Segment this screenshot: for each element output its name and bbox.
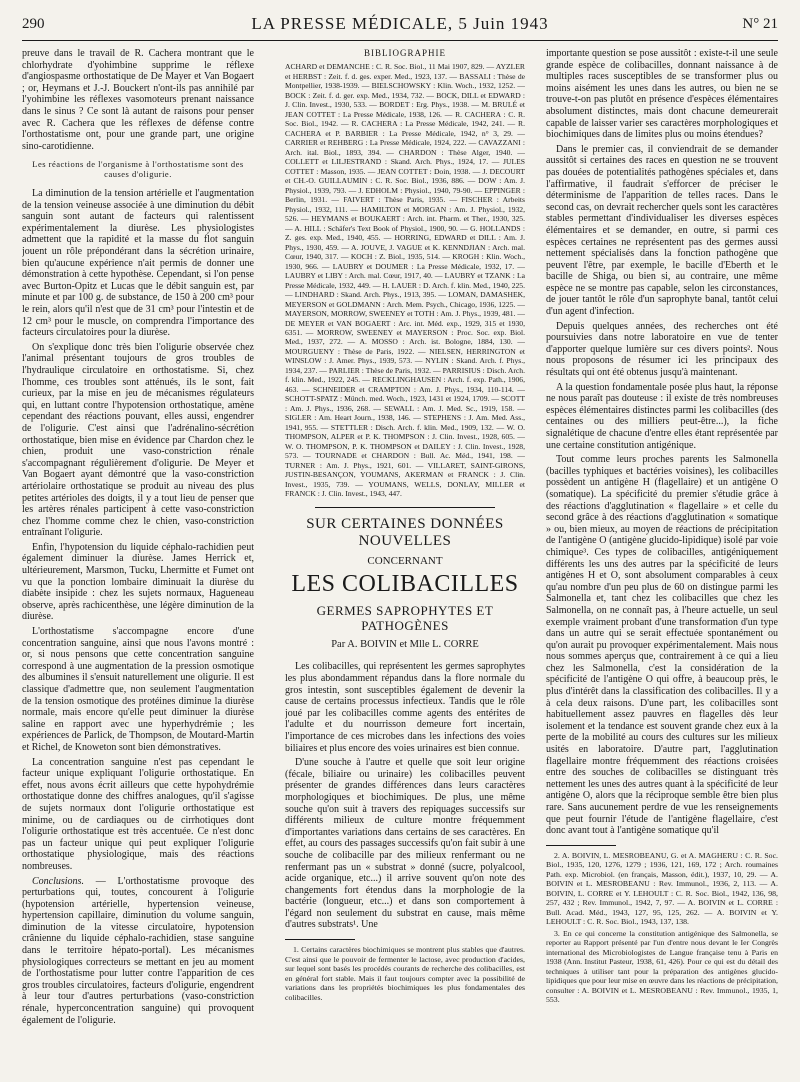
article-byline: Par A. BOIVIN et Mlle L. CORRE: [331, 639, 479, 651]
paragraph: On s'explique donc très bien l'oligurie observée chez l'animal présentant toujours de gros troubles de l'hydraulique circulatoire en orthostatisme. Si, chez l'homme, ces troubles sont atténués, ils le sont, fait curieux, par la mise en jeu de mécanismes régulateurs qui, en luttant contre l'hypotension orthostatique, amène cependant des réactions pouvant, elles aussi, engendrer de l'oligurie. C'est ainsi que l'adrénalino-sécrétion orthostatique, bien mise en évidence par Chardon chez le chien, produit une vaso-constriction rénale s'accompagnant régulièrement d'oligurie. De Meyer et Van Bogaert ayant démontré que la vaso-constriction artériolaire orthostatique se produit au niveau des plus petites artérioles des doigts, il y a tout lieu de penser que les artères rénales participent à cette vaso-constriction chez l'homme comme chez le chien, vaso-constriction entraînant l'oligurie.: [22, 341, 254, 539]
conclusions-paragraph: [22, 876, 254, 1027]
paragraph: L'orthostatisme s'accompagne encore d'une concentration sanguine, ainsi que nous l'avons montré : or, si nous pensons que cette concentration sanguine correspond à une augmentation de la pression osmotique des albumines il s'ensuit naturellement une oligurie. Il est classique d'admettre que, non seulement l'augmentation de la tension osmotique des protéines diminue la diurèse normale, mais encore qu'elle peut diminuer la diurèse saline en rapport avec une hyperhydrémie ; les expériences de Parlick, de Thompson, de Moutard-Martin et Richel, de Knoweton sont bien démonstratives.: [22, 626, 254, 753]
divider: [315, 507, 495, 508]
paragraph: importante question se pose aussitôt : existe-t-il une seule grande espèce de colibacilles, donnant naissance à de multiples races susceptibles de se transformer plus ou moins aisément les unes dans les autres, ou bien ne se trouve-t-on pas plutôt en présence d'espèces élémentaires absolument distinctes, mais dont chacune demeurerait capable de laisser varier ses caractères morphologiques et biochimiques dans de limites plus ou moins étendues?: [546, 48, 778, 141]
footnote-divider: [285, 939, 355, 940]
article-title-main: LES COLIBACILLES: [291, 571, 519, 598]
paragraph: D'une souche à l'autre et quelle que soit leur origine (fécale, biliaire ou urinaire) les colibacilles peuvent présenter de grandes différences dans leurs caractères morphologiques et biochimiques. De plus, une même souche qu'on suit à travers des repiquages successifs sur différents milieux de culture montre fréquemment d'importantes variations dans certains de ses caractères. En effet, au cours des passages successifs qu'on fait subir à une souche de colibacille par des milieux renfermant ou ne renfermant pas un « substrat » donné (sucre, polyalcool, acide organique, etc...) il arrive souvent qu'on note des changements fort étendus dans la morphologie de la bactérie (longueur, etc...) et dans son comportement à l'égard non seulement du substrat en cause, mais même d'autres substrats¹. Une: [285, 757, 525, 931]
middle-column: [285, 48, 525, 1068]
page-number: 290: [22, 16, 45, 32]
paragraph: A la question fondamentale posée plus haut, la réponse ne nous paraît pas douteuse : il existe de très nombreuses espèces élémentaires distinctes parmi les colibacilles (des centaines ou des milliers peut-être...), la fiche signalétique de chacune d'entre elles étant représentée par une certaine constitution antigénique.: [546, 381, 778, 451]
issue-number: N° 21: [742, 16, 778, 32]
article-title-line1: SUR CERTAINES DONNÉES NOUVELLES: [306, 515, 504, 550]
right-column: [546, 48, 778, 1068]
footnote: 1. Certains caractères biochimiques se montrent plus stables que d'autres. C'est ainsi que le pouvoir de fermenter le lactose, avec production d'acides, sur lequel sont basés les procédés courants de recherche des colibacilles, est en général fort stable. Mais il faut toujours compter avec la possibilité de variations dans les propriétés biochimiques les plus fondamentales des colibacilles.: [285, 945, 525, 1002]
bibliography-heading: BIBLIOGRAPHIE: [364, 48, 446, 58]
footnote-divider: [546, 845, 616, 846]
footnote: 3. En ce qui concerne la constitution antigénique des Salmonella, se reporter au Rapport présenté par l'un d'entre nous devant le Ier Congrès international des Microbiologistes de Langue française tenu à Paris en 1938 (Ann. Institut Pasteur, 1938, 61, 426). Pour ce qui est du détail des techniques à utiliser tant pour la préparation des antigènes glucido-lipidiques que pour leur mise en œuvre dans les réactions de précipitation, consulter : A. BOIVIN et L. MESROBEANU : Rev. Immunol., 1935, 1, 553.: [546, 928, 778, 1005]
bibliography-list: ACHARD et DEMANCHE : C. R. Soc. Biol., 11 Mai 1907, 829. — AYZLER et HERBST : Zeit. f. d. ges. exper. Med., 1923, 137. — BASSALI : Thèse de Montpellier, 1938-1939. — BIELSCHOWSKY : Klin. Woch., 1932, 1252. — BOCK : Zeit. f. d. ger. exp. Med., 1934, 732. — BOCK, DILL et EDWARD : J. Clin. Invest., 1930, 533. — BORDET : Erg. Phys., 1938. — M. BRULÉ et JEAN COTTET : La Presse Médicale, 1938, 126. — R. CACHERA : C. R. Soc. Biol., 1942. — R. CACHERA : La Presse Médicale, 1942, 241. — R. CACHERA et P. BARBIER : La Presse Médicale, 1942, n° 3, 29. — CARRIER et REHBERG : La Presse Médicale, 1924, 222. — CAVAZZANI : Arch. ital. Biol., 1893, 394. — CHARDON : Thèse Alger, 1940. — COLLETT et LILJESTRAND : Skand. Arch. Phys., 1924, 17. — JULES COTTET : Masson, 1935. — JEAN COTTET : Doin, 1938. — J. DECOURT et CH.-O. GUILLAUMIN : C. R. Soc. Biol., 1936, 886. — DOW : Am. J. Physiol., 1939, 793. — J. EDHOLM : Physiol., 1940, 79-90. — EPPINGER : Berlin, 1931. — FAIVERT : Thèse Paris, 1935. — FISCHER : Arbeits Physiol., 1932, 111. — HAMILTON et MORGAN : Am. J. Physiol., 1932, 526. — HEYMANS et BOUKAERT : Arch. int. Pharm. et Ther., 1930, 325. — A. HILL : Schäfer's Text Book of Physiol., 1900, 90. — G. HOLLANDS : Z. ges. exp. Med., 1940, 455. — HORRING, EDWARD et DILL : Am. J. Phys., 1930, 459. — A. JOUVE, J. VAGUE et K. KENNDJIAN : Arch. mal. Cœur, 1940, 317. — KOCH : Z. Biol., 1935, 514. — KROGH : Klin. Woch., 1930, 966. — LAUBRY et DOUMER : La Presse Médicale, 1932, 17. — LAUBRY et LIBY : Arch. mal. Cœur, 1917, 40. — LAUBRY et TZANK : La Presse Médicale, 1932, 449. — H. LAUER : D. Arch. f. klin. Med., 1940, 225. — LINDHARD : Skand. Arch. Phys., 1913, 395. — LOMAN, DAMASHEK, MEYERSON et GOLDMANN : Arch. Mem. Psych., Chicago, 1936, 1225. — MAYERSON, MORROW, SWEENEY et TOTH : Am. J. Phys., 1939, 481. — DE MEYER et VAN BOGAERT : Arc. int. Méd. exp., 1929, 315 et 1930, 6351. — MORROW, SWEENEY et MAYERSON : Proc. Soc. exp. Biol. Med., 1937, 272. — A. MOSSO : Arch. ist. Bologne, 1884, 130. — MOURGUENY : Thèse de Paris, 1922. — NIELSEN, HERRINGTON et WINSLOW : J. Amer. Phys., 1939, 573. — NYLIN : Skand. Arch. f. Phys., 1934, 237. — PARLIER : Thèse de Paris, 1932. — PARRISIUS : Disch. Arch. f. klin. Med., 1922, 245. — RECKLINGHAUSEN : Arch. f. exp. Path., 1906, 463. — SCHNEIDER et CRAMPTON : Am. J. Phys., 1934, 110-114. — SCHOTT-SPATZ : Münch. med. Woch., 1923, 1431 et 1924, 1709. — SCOTT : Am. J. Phys., 1936, 268. — SEWALL : Am. J. Med. Sc., 1919, 158. — SIGLER : Am. Heart Journ., 1938, 146. — STEPHENS : J. Am. Med. Ass., 1941, 955. — STETTLER : Disch. Arch. f. klin. Med., 1909, 132. — W. O. THOMPSON, ALPER et P. K. THOMPSON : J. Clin. Invest., 1928, 605. — W. O. THOMPSON, P. K. THOMPSON et DAILEY : J. Clin. Invest., 1928, 573. — TOURNADE et CHARDON : Bull. Ac. Méd., 1941, 198. — TURNER : Am. J. Phys., 1921, 601. — VILLARET, SAINT-GIRONS, JUSTIN-BESANÇON, YOUMANS, AKERMAN et FRANCK : J. Clin. Invest., 1935, 739. — YOUMANS, WELLS, DONLAY, MILLER et FRANCK : J. Clin. Invest., 1943, 447.: [285, 62, 525, 499]
conclusions-text: — L'orthostatisme provoque des perturbations qui, toutes, concourent à l'oligurie (hypotension artérielle, hypertension veineuse, hypertension capillaire, diminution du volume sanguin, diminution de la vitesse circulatoire, hypotension crânienne du liquide céphalo-rachidien, stase sanguine dans le territoire hépato-portal). Les mécanismes physiologiques correcteurs se mettant en jeu au moment de l'orthostatisme pour lutter contre l'apparition de ces gros troubles circulatoires, facteurs d'oligurie, engendrent à leur tour d'autres perturbations (vaso-constriction rénale, hyperconcentration sanguine) qui provoquent également de l'oligurie.: [22, 875, 254, 1026]
section-heading: Les réactions de l'organisme à l'orthostatisme sont des causes d'oligurie.: [32, 159, 244, 180]
paragraph: Tout comme leurs proches parents les Salmonella (bacilles typhiques et bactéries voisines), les colibacilles possèdent un antigène H (flagellaire) et un antigène O (somatique). La spécificité du premier s'étudie grâce à des réactions d'agglutination « flagellaire » et celle du second grâce à des réactions d'agglutination « somatique » ou, bien mieux, au moyen de réactions de précipitation de l'antigène O (antigène glucido-lipidique) isolé par voie chimique³. Ces types de colibacilles, antigéniquement différents les uns des autres par la spécificité de leurs antigènes H et O, sont absolument comparables à ceux qu'au nombre d'un peu plus de 60 on distingue parmi les Salmonella et, tant chez les colibacilles que chez les Salmonella, on ne connaît pas, à l'heure actuelle, un seul exemple vraiment probant d'une transformation d'un type dans un autre qui se serait effectuée spontanément ou qu'on aurait pu provoquer expérimentalement. Mais nous nous sommes aperçus que, contrairement à ce qui a lieu chez les Salmonella, c'est la considération de la spécificité de l'antigène O qui offre, à beaucoup près, le plus d'intérêt dans la classification des colibacilles. Il y a à cela deux raisons. D'une part, les colibacilles sont habituellement assez pauvres en flagelles dès leur isolement et la tendance est souvent grande chez eux à la perte de la mobilité au cours des cultures sur les milieux usités en laboratoire. D'autre part, l'agglutination flagellaire montre fréquemment des réactions croisées entre des souches de colibacilles se distinguant très nettement les unes des autres quant à la spécificité de leur antigène O, alors que la réciproque semble être bien plus rare. Sans aucunement perdre de vue les renseignements que peut fournir l'étude de l'antigène flagellaire, c'est donc avant tout à l'antigène somatique qu'il: [546, 454, 778, 837]
paragraph: Depuis quelques années, des recherches ont été poursuivies dans notre laboratoire en vue de tenter d'apporter quelque lumière sur ces divers points². Nous nous proposons de résumer ici les principaux des résultats qui ont été obtenus jusqu'à maintenant.: [546, 320, 778, 379]
paragraph: La concentration sanguine n'est pas cependant le facteur unique expliquant l'oligurie orthostatique. En effet, nous avons écrit ailleurs que cette hypohydrémie orthostatique donne des chiffres analogues, qu'il s'agisse de sujets normaux dont l'oligurie orthostatique est minime, ou de cardiaques ou de cirrhotiques dont l'oligurie orthostatique est très accentuée. Ce n'est donc pas un facteur unique qui peut expliquer l'oligurie orthostatique physiologique, mais des réactions nombreuses.: [22, 756, 254, 872]
footnote: 2. A. BOIVIN, L. MESROBEANU, G. et A. MAGHERU : C. R. Soc. Biol., 1935, 120, 1276, 1279 ; 1936, 121, 169, 172 ; Arch. roumaines Path. exp. Microbiol. (en français, Masson, édit.), 1937, 10, 29. — A. BOIVIN et L. MESROBEANU : Rev. Immunol., 1936, 2, 113. — A. BOIVIN, L. CORRE et Y. LEHOULT : C. R. Soc. Biol., 1942, 136, 98, 257, 432 ; Rev. Immunol., 1942, 7, 97. — A. BOIVIN et L. CORRE : Bull. Acad. Méd., 1943, 127, 95, 125, 262. — A. BOIVIN et Y. LEHOULT : C. R. Soc. Biol., 1943, 137, 138.: [546, 850, 778, 927]
article-subtitle: GERMES SAPROPHYTES ET PATHOGÈNES: [316, 603, 494, 634]
journal-title: LA PRESSE MÉDICALE, 5 Juin 1943: [251, 14, 549, 33]
paragraph: Les colibacilles, qui représentent les germes saprophytes les plus abondamment répandus dans la flore normale du gros intestin, sont susceptibles également de devenir la cause de certains processus infectieux. Tandis que le rôle joué par les colibacilles comme agents des entérites de l'adulte et du nourrisson demeure fort incertain, l'importance de ces microbes dans les infections des voies biliaires et plus encore des voies urinaires est bien connue.: [285, 661, 525, 754]
paragraph: Dans le premier cas, il conviendrait de se demander aussitôt si certaines des races en question ne se trouvent pas douées de potentialités pathogènes spéciales et, dans l'affirmative, il faudrait s'efforcer de préciser le déterminisme de l'apparition de telles races. Dans le second cas, on devrait rechercher quels sont les caractères stables permettant d'individualiser les diverses espèces élémentaires et se demander, en outre, si parmi ces espèces certaines ne représentent pas des germes aussi nettement spécialisés dans la fonction pathogène que peuvent l'être, par exemple, le bacille d'Eberth et le bacille de Shiga, ou bien si, au contraire, une même espèce ne se montre pas capable, selon les circonstances, de jouer tantôt le rôle d'un saprophyte banal, tantôt celui d'un agent d'infection.: [546, 143, 778, 318]
paragraph: Enfin, l'hypotension du liquide céphalo-rachidien peut également diminuer la diurèse. James Herrick et, ultérieurement, Marsmon, Tucku, Lhermitte et Fumet ont vu que la ponction lombaire diminuait la diurèse du diabète insipide : chez les sujets normaux, Hagueneau observe, après rachicenthèse, une légère diminution de la diurèse.: [22, 541, 254, 623]
page-header: [22, 14, 778, 41]
conclusions-label: Conclusions.: [32, 875, 84, 887]
paragraph: La diminution de la tension artérielle et l'augmentation de la tension veineuse associée à une diminution du débit sanguin sont autant de facteurs qui ralentissent expérimentalement la diurèse. Les physiologistes admettent que la rapidité et la masse du flot sanguin jouent un rôle prépondérant dans la sécrétion urinaire, bien qu'aucune expérience n'ait permis de donner une démonstration à cette hypothèse. Cependant, si l'on pense avec Burton-Opitz et Lucas que le débit sanguin est, par minute et par 100 g. de substance, de 150 à 200 cm³ pour le rein, alors qu'il n'est que de 31 cm³ pour l'intestin et de 12 cm³ pour le muscle, on comprendra l'importance des facteurs circulatoires pour la diurèse.: [22, 188, 254, 339]
left-column: [22, 48, 254, 1068]
article-title-line2: CONCERNANT: [367, 554, 443, 567]
paragraph: preuve dans le travail de R. Cachera montrant que le chlorhydrate d'yohimbine supprime le réflexe d'angiospasme orthostatique de De Mayer et Van Bogaert ; or, Heymans et J.-J. Bouckert n'ont-ils pas annihilé par l'yohimbine les réflexes vasomoteurs prenant naissance dans le sinus ? Ce sont là autant de raisons pour penser avec R. Cachera que les réflexes de défense contre l'orthostatisme ont, pour une grande part, une origine sino-carotidienne.: [22, 48, 254, 152]
